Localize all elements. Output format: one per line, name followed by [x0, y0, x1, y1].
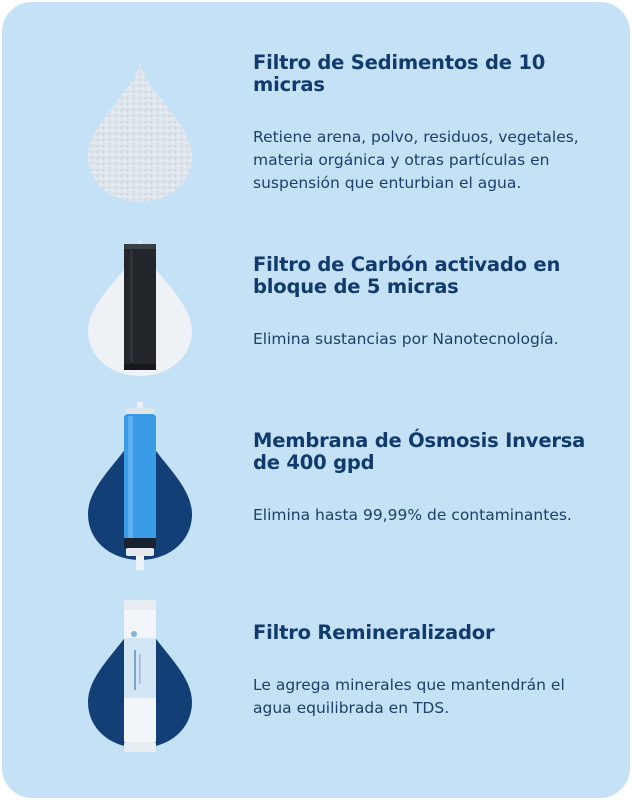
- carbon-filter-drop-icon: [84, 238, 196, 378]
- stage-title: Filtro Remineralizador: [253, 621, 495, 644]
- sediment-filter-drop-icon: [84, 60, 196, 204]
- stage-title: Filtro de Carbón activado en bloque de 5 micras: [253, 253, 561, 298]
- filter-stages-card: [2, 2, 630, 798]
- stage-title: Filtro de Sedimentos de 10 micras: [253, 51, 546, 96]
- stage-description: Elimina sustancias por Nanotecnología.: [253, 330, 559, 348]
- ro-membrane-drop-icon: [84, 402, 196, 574]
- stage-description: Elimina hasta 99,99% de contaminantes.: [253, 506, 572, 524]
- stage-description: Le agrega minerales que mantendrán el agua equilibrada en TDS.: [253, 676, 565, 717]
- stage-title: Membrana de Ósmosis Inversa de 400 gpd: [253, 429, 586, 474]
- stage-description: Retiene arena, polvo, residuos, vegetales, materia orgánica y otras partículas en suspensión que enturbian el agua.: [253, 128, 579, 192]
- remineralizer-filter-drop-icon: [84, 598, 196, 758]
